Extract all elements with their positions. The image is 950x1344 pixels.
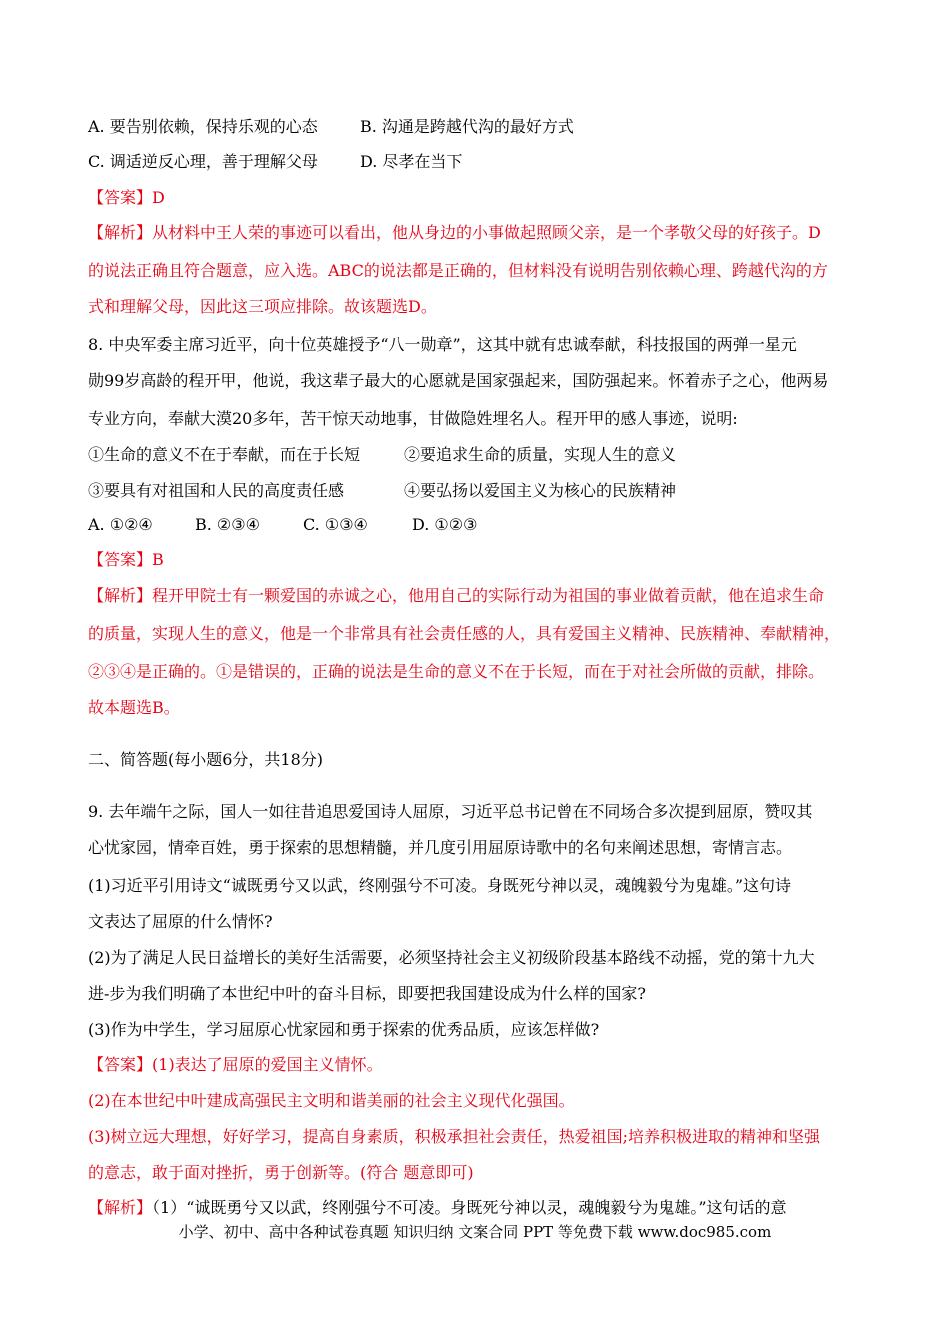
q7-option-b: B. 沟通是跨越代沟的最好方式 [360, 117, 574, 136]
q7-options-row-2 [88, 152, 890, 172]
q8-analysis-line-4: 故本题选B。 [88, 698, 180, 717]
q8-options-row [88, 515, 890, 535]
q9-answer-line-3: (3)树立远大理想，好好学习，提高自身素质，积极承担社会责任，热爱祖国;培养积极进取的精神和坚强 [88, 1127, 821, 1146]
q8-analysis-line-2: 的质量，实现人生的意义，他是一个非常具有社会责任感的人，具有爱国主义精神、民族精神、奉献精神， [88, 624, 841, 643]
q9-answer-line-4: 的意志，敢于面对挫折，勇于创新等。(符合 题意即可) [88, 1163, 474, 1182]
q9-question-2-line-1: (2)为了满足人民日益增长的美好生活需要，必须坚持社会主义初级阶段基本路线不动摇，党的第十九大 [88, 948, 815, 967]
q7-analysis-line-3: 式和理解父母，因此这三项应排除。故该题选D。 [88, 297, 437, 316]
answer-tag: 【答案】 [88, 550, 153, 569]
q8-stem-line-2: 勋99岁高龄的程开甲，他说，我这辈子最大的心愿就是国家强起来，国防强起来。怀着赤子之心，他两易 [88, 371, 829, 390]
q9-answer-text: (1)表达了屈原的爱国主义情怀。 [152, 1055, 383, 1074]
q8-answer-value: B [152, 550, 164, 569]
q7-analysis-line-1 [88, 223, 890, 243]
q7-analysis-text: 从材料中王人荣的事迹可以看出，他从身边的小事做起照顾父亲，是一个孝敬父母的好孩子。D [152, 223, 821, 242]
q8-statement-4: ④要弘扬以爱国主义为核心的民族精神 [404, 481, 677, 500]
q7-option-c: C. 调适逆反心理，善于理解父母 [88, 152, 318, 171]
q8-stem-line-1: 8. 中央军委主席习近平，向十位英雄授予“八一勋章”，这其中就有忠诚奉献，科技报国的两弹一星元 [88, 335, 797, 354]
q9-stem-line-2: 心忧家园，情牵百姓，勇于探索的思想精髓，并几度引用屈原诗歌中的名句来阐述思想，寄情言志。 [88, 838, 793, 857]
q9-answer-line-1 [88, 1055, 890, 1075]
q8-statements-row-1 [88, 445, 890, 465]
answer-tag: 【答案】 [88, 1055, 153, 1074]
q9-question-2-line-2: 进-步为我们明确了本世纪中叶的奋斗目标，即要把我国建设成为什么样的国家? [88, 984, 646, 1003]
q8-analysis-line-1 [88, 586, 890, 606]
q7-answer [88, 188, 890, 208]
q9-analysis-text: （1）“诚既勇兮又以武，终刚强兮不可凌。身既死兮神以灵，魂魄毅兮为鬼雄。”这句话的意 [152, 1198, 787, 1217]
q8-option-a: A. ①②④ [88, 515, 153, 534]
q8-statement-2: ②要追求生命的质量，实现人生的意义 [404, 445, 677, 464]
q7-option-a: A. 要告别依赖，保持乐观的心态 [88, 117, 318, 136]
q7-answer-value: D [152, 188, 165, 207]
q9-question-1-line-2: 文表达了屈原的什么情怀? [88, 912, 273, 931]
q8-analysis-line-3: ②③④是正确的。①是错误的，正确的说法是生命的意义不在于长短，而在于对社会所做的贡献，排除。 [88, 662, 825, 681]
analysis-tag: 【解析】 [88, 1198, 153, 1217]
q8-stem-line-3: 专业方向，奉献大漠20多年，苦干惊天动地事，甘做隐姓埋名人。程开甲的感人事迹，说明: [88, 409, 738, 428]
page-footer: 小学、初中、高中各种试卷真题 知识归纳 文案合同 PPT 等免费下载 www.doc985.com [178, 1223, 772, 1241]
q8-statements-row-2 [88, 481, 890, 501]
q9-question-3: (3)作为中学生，学习屈原心忧家园和勇于探索的优秀品质，应该怎样做? [88, 1020, 600, 1039]
q8-option-c: C. ①③④ [303, 515, 368, 534]
q9-answer-line-2: (2)在本世纪中叶建成高强民主文明和谐美丽的社会主义现代化强国。 [88, 1091, 575, 1110]
q8-statement-1: ①生命的意义不在于奉献，而在于长短 [88, 445, 361, 464]
q8-option-b: B. ②③④ [195, 515, 260, 534]
analysis-tag: 【解析】 [88, 223, 153, 242]
q9-stem-line-1: 9. 去年端午之际，国人一如往昔追思爱国诗人屈原，习近平总书记曾在不同场合多次提到屈原，赞叹其 [88, 802, 813, 821]
section-heading: 二、简答题(每小题6分，共18分) [88, 750, 324, 769]
q8-option-d: D. ①②③ [412, 515, 478, 534]
q9-question-1-line-1: (1)习近平引用诗文“诚既勇兮又以武，终刚强兮不可凌。身既死兮神以灵，魂魄毅兮为鬼雄。”这句诗 [88, 876, 792, 895]
analysis-tag: 【解析】 [88, 586, 153, 605]
q7-option-d: D. 尽孝在当下 [360, 152, 463, 171]
q8-analysis-text: 程开甲院士有一颗爱国的赤诚之心，他用自己的实际行动为祖国的事业做着贡献，他在追求生命 [152, 586, 825, 605]
q7-options-row-1 [88, 117, 890, 137]
answer-tag: 【答案】 [88, 188, 153, 207]
q8-statement-3: ③要具有对祖国和人民的高度责任感 [88, 481, 345, 500]
q7-analysis-line-2: 的说法正确且符合题意，应入选。ABC的说法都是正确的，但材料没有说明告别依赖心理、跨越代沟的方 [88, 261, 828, 280]
q9-analysis-line-1 [88, 1198, 890, 1218]
q8-answer [88, 550, 890, 570]
